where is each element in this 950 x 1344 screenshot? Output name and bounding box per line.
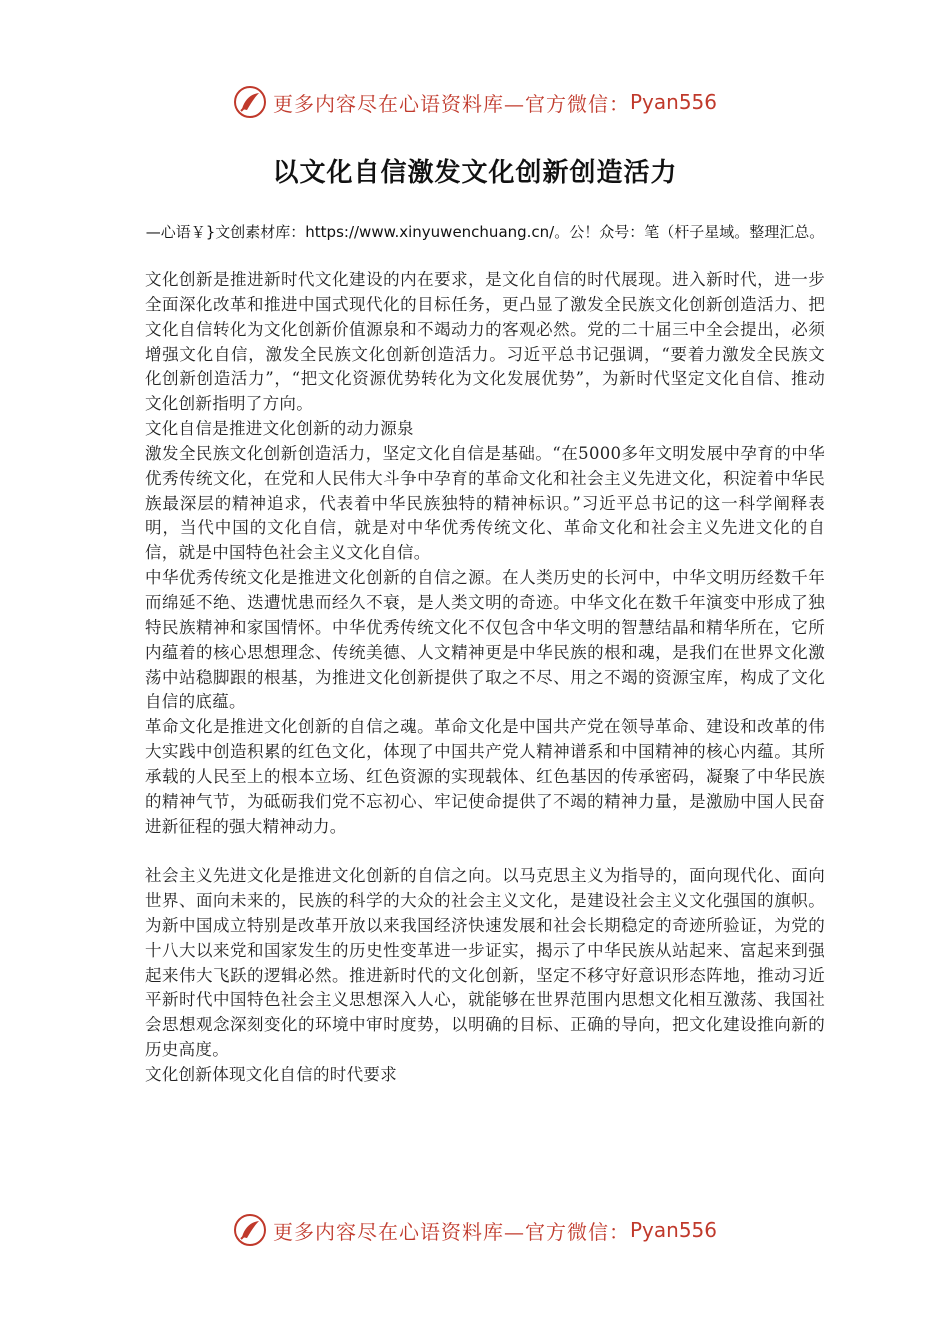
section-heading: 文化创新体现文化自信的时代要求 (145, 1065, 397, 1084)
paragraph: 文化创新是推进新时代文化建设的内在要求，是文化自信的时代展现。进入新时代，进一步全面深化改革和推进中国式现代化的目标任务，更凸显了激发全民族文化创新创造活力、把文化自信转化为文化创新价值源泉和不竭动力的客观必然。党的二十届三中全会提出，必须增强文化自信，激发全民族文化创新创造活力。习近平总书记强调，“要着力激发全民族文化创新创造活力”，“把文化资源优势转化为文化发展优势”，为新时代坚定文化自信、推动文化创新指明了方向。 (145, 270, 825, 414)
document-subtitle: —心语￥}文创素材库：https://www.xinyuwenchuang.cn/。公！众号：笔（杆子星域。整理汇总。 (145, 223, 825, 241)
brand-logo-icon (233, 85, 267, 119)
banner-text: 更多内容尽在心语资料库—官方微信： (272, 1219, 630, 1244)
document-body (145, 268, 825, 1088)
banner-text: 更多内容尽在心语资料库—官方微信： (272, 91, 630, 116)
brand-logo-icon (233, 1213, 267, 1247)
paragraph: 革命文化是推进文化创新的自信之魂。革命文化是中国共产党在领导革命、建设和改革的伟大实践中创造积累的红色文化，体现了中国共产党人精神谱系和中国精神的核心内蕴。其所承载的人民至上的根本立场、红色资源的实现载体、红色基因的传承密码，凝聚了中华民族的精神气节，为砥砺我们党不忘初心、牢记使命提供了不竭的精神力量，是激励中国人民奋进新征程的强大精神动力。 (145, 717, 825, 836)
banner-wechat-id: Pyan556 (629, 90, 717, 114)
section-heading: 文化自信是推进文化创新的动力源泉 (145, 419, 414, 439)
document-title: 以文化自信激发文化创新创造活力 (272, 158, 678, 188)
header-banner (0, 80, 950, 124)
paragraph: 中华优秀传统文化是推进文化创新的自信之源。在人类历史的长河中，中华文明历经数千年而绵延不绝、迭遭忧患而经久不衰，是人类文明的奇迹。中华文化在数千年演变中形成了独特民族精神和家国情怀。中华优秀传统文化不仅包含中华文明的智慧结晶和精华所在，它所内蕴着的核心思想理念、传统美德、人文精神更是中华民族的根和魂，是我们在世界文化激荡中站稳脚跟的根基，为推进文化创新提供了取之不尽、用之不竭的资源宝库，构成了文化自信的底蕴。 (145, 568, 825, 712)
footer-banner (0, 1208, 950, 1252)
paragraph: 激发全民族文化创新创造活力，坚定文化自信是基础。“在5000多年文明发展中孕育的中华优秀传统文化，在党和人民伟大斗争中孕育的革命文化和社会主义先进文化，积淀着中华民族最深层的精神追求，代表着中华民族独特的精神标识。”习近平总书记的这一科学阐释表明，当代中国的文化自信，就是对中华优秀传统文化、革命文化和社会主义先进文化的自信，就是中国特色社会主义文化自信。 (145, 443, 825, 563)
paragraph: 社会主义先进文化是推进文化创新的自信之向。以马克思主义为指导的，面向现代化、面向世界、面向未来的，民族的科学的大众的社会主义文化，是建设社会主义文化强国的旗帜。为新中国成立特别是改革开放以来我国经济快速发展和社会长期稳定的奇迹所验证，为党的十八大以来党和国家发生的历史性变革进一步证实，揭示了中华民族从站起来、富起来到强起来伟大飞跃的逻辑必然。推进新时代的文化创新，坚定不移守好意识形态阵地，推动习近平新时代中国特色社会主义思想深入人心，就能够在世界范围内思想文化相互激荡、我国社会思想观念深刻变化的环境中审时度势，以明确的目标、正确的导向，把文化建设推向新的历史高度。 (145, 866, 825, 1060)
banner-wechat-id: Pyan556 (629, 1218, 717, 1242)
